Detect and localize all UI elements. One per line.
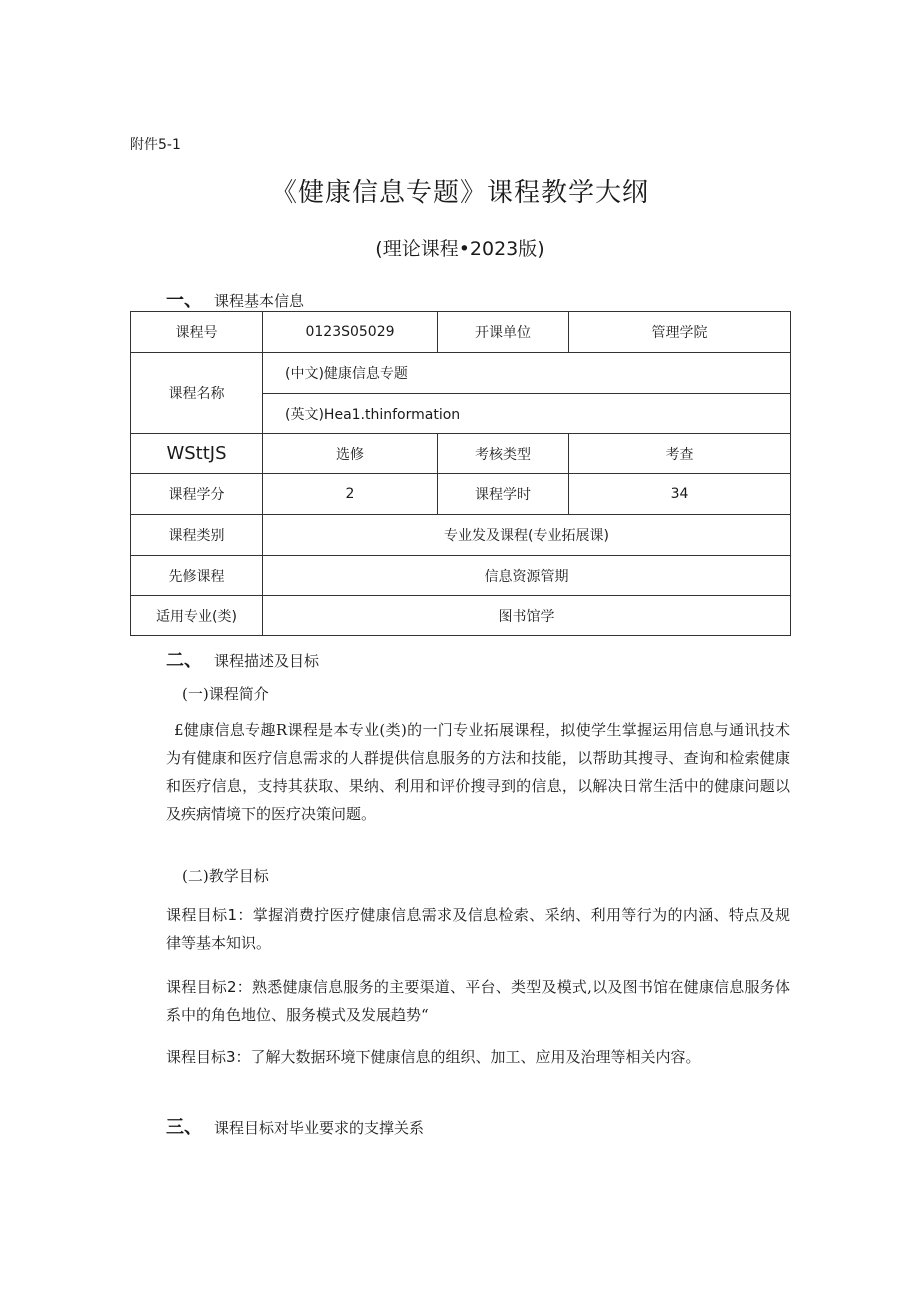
table-cell: 选修 bbox=[263, 434, 438, 474]
table-cell: (英文)Hea1.thinformation bbox=[263, 394, 791, 434]
table-row bbox=[131, 515, 791, 556]
table-row bbox=[131, 353, 791, 394]
subsection-heading: (二)教学目标 bbox=[182, 867, 269, 885]
table-cell: 适用专业(类) bbox=[131, 596, 263, 636]
table-row bbox=[131, 596, 791, 636]
table-cell: 课程学时 bbox=[438, 474, 569, 515]
table-cell: WSttJS bbox=[131, 434, 263, 474]
table-cell: 课程类别 bbox=[131, 515, 263, 556]
goal-text: 熟悉健康信息服务的主要渠道、平台、类型及模式,以及图书馆在健康信息服务体系中的角色地位、服务模式及发展趋势“ bbox=[166, 978, 790, 1024]
table-row bbox=[131, 434, 791, 474]
attachment-label: 附件5-1 bbox=[130, 137, 181, 153]
table-cell: (中文)健康信息专题 bbox=[263, 353, 791, 394]
section-heading-2 bbox=[166, 646, 319, 672]
section-title: 课程描述及目标 bbox=[214, 652, 320, 670]
table-cell: 管理学院 bbox=[569, 312, 791, 353]
section-number: 二、 bbox=[166, 650, 202, 671]
table-cell: 课程号 bbox=[131, 312, 263, 353]
goal-text: 掌握消费拧医疗健康信息需求及信息检索、采纳、利用等行为的内涵、特点及规律等基本知识。 bbox=[166, 906, 790, 952]
goal-label: 课程目标3： bbox=[166, 1048, 251, 1066]
goal-paragraph bbox=[166, 973, 790, 1029]
table-cell: 开课单位 bbox=[438, 312, 569, 353]
table-cell: 0123S05029 bbox=[263, 312, 438, 353]
table-cell: 图书馆学 bbox=[263, 596, 791, 636]
section-title: 课程目标对毕业要求的支撑关系 bbox=[214, 1119, 425, 1137]
goal-label: 课程目标1： bbox=[166, 906, 253, 924]
section-heading-1 bbox=[166, 286, 304, 312]
document-title: 《健康信息专题》课程教学大纲 bbox=[270, 178, 649, 208]
table-cell: 考查 bbox=[569, 434, 791, 474]
table-row bbox=[131, 556, 791, 596]
table-cell: 先修课程 bbox=[131, 556, 263, 596]
section-number: 三、 bbox=[166, 1117, 202, 1138]
course-info-table bbox=[130, 311, 791, 636]
section-title: 课程基本信息 bbox=[214, 292, 305, 310]
document-subtitle: (理论课程•2023版) bbox=[375, 238, 545, 260]
table-cell: 34 bbox=[569, 474, 791, 515]
table-cell: 信息资源管期 bbox=[263, 556, 791, 596]
table-cell: 课程名称 bbox=[131, 353, 263, 434]
goal-paragraph bbox=[166, 1043, 790, 1071]
goal-paragraph bbox=[166, 901, 790, 957]
table-cell: 专业发及课程(专业拓展课) bbox=[263, 515, 791, 556]
table-cell: 考核类型 bbox=[438, 434, 569, 474]
section-number: 一、 bbox=[166, 290, 202, 311]
goal-label: 课程目标2： bbox=[166, 978, 252, 996]
section-heading-3 bbox=[166, 1113, 424, 1139]
goal-text: 了解大数据环境下健康信息的组织、加工、应用及治理等相关内容。 bbox=[250, 1048, 701, 1066]
table-cell: 课程学分 bbox=[131, 474, 263, 515]
subsection-heading: (一)课程简介 bbox=[182, 685, 269, 703]
table-row bbox=[131, 312, 791, 353]
table-row bbox=[131, 474, 791, 515]
table-cell: 2 bbox=[263, 474, 438, 515]
course-intro-paragraph: £健康信息专趣R课程是本专业(类)的一门专业拓展课程，拟使学生掌握运用信息与通讯技术为有健康和医疗信息需求的人群提供信息服务的方法和技能，以帮助其搜寻、查询和检索健康和医疗信息，支持其获取、果纳、利用和评价搜寻到的信息，以解决日常生活中的健康问题以及疾病情境下的医疗决策问题。 bbox=[166, 721, 790, 823]
